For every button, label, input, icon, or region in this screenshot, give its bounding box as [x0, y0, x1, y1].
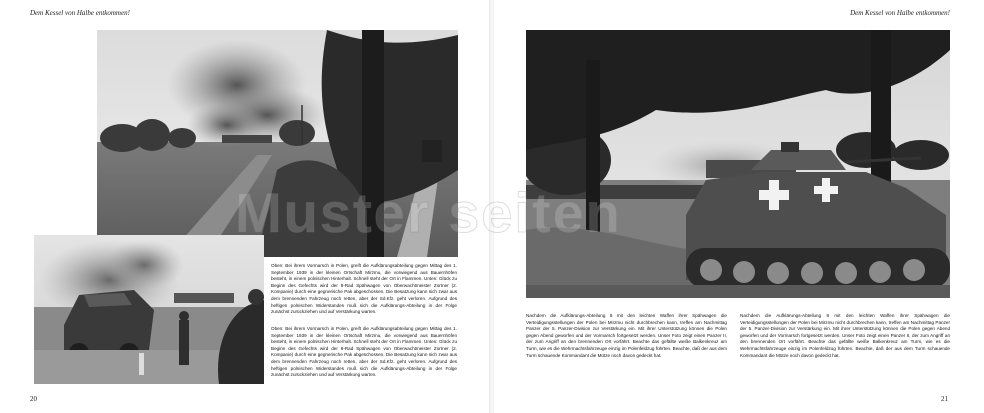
- right-page: [494, 0, 984, 413]
- running-head-right: Dem Kessel von Halbe entkommen!: [850, 9, 950, 17]
- left-page: [0, 0, 490, 413]
- photo-burning-village-image: [97, 30, 458, 257]
- caption-left-2: Oben: Bei ihrem Vormarsch in Polen, greift die Aufklärungsabteilung gegen Mittag des 1. September 1939 in der kleinen Ortschaft Mirzmu, die vorwiegend aus Bauernhöfen besteht, in einem polnischen Hinterhalt. Schnell steht der Ort in Flammen. Unten: Glück zu Beginn des Gefechts wird der 8-Rad Spähwagen von Oberwachtmeister Zortner (2. Kompanie) durch eine gegnerische Pak abgeschossen. Die Besatzung kann sich zwar aus dem brennenden Fahrzeug noch retten, aber der Sd.Kfz. geht verloren. Aufgrund des heftigen polnischen Widerstandes muß sich die Aufklärungs-Abteilung in der Folge zunächst zurückziehen und auf Verstärkung warten.: [271, 326, 457, 378]
- caption-left-1: Oben: Bei ihrem Vormarsch in Polen, greift die Aufklärungsabteilung gegen Mittag des 1. September 1939 in der kleinen Ortschaft Mirzmu, die vorwiegend aus Bauernhöfen besteht, in einem polnischen Hinterhalt. Schnell steht der Ort in Flammen. Unten: Glück zu Beginn des Gefechts wird der 8-Rad Spähwagen von Oberwachtmeister Zortner (2. Kompanie) durch eine gegnerische Pak abgeschossen. Die Besatzung kann sich zwar aus dem brennenden Fahrzeug noch retten, aber der Sd.Kfz. geht verloren. Aufgrund des heftigen polnischen Widerstandes muß sich die Aufklärungs-Abteilung in der Folge zunächst zurückziehen und auf Verstärkung warten.: [271, 263, 457, 315]
- page-number-right: 21: [941, 395, 948, 403]
- caption-right-2: Nachdem die Aufklärungs-Abteilung 8 mit den leichten Waffen ihrer Spähwagen die Verteidigungsstellungen der Polen bei Mirzmu nicht durchbrechen kann, treffen am Nachmittag Panzer der 5. Panzer-Division zur Verstärkung ein. Mit ihrer Unterstützung können die Polen gegen Abend geworfen und der Vormarsch fortgesetzt werden. Unser Foto zeigt einen Panzer II, der zum Angriff an den brennenden Ort vorfährt. Beachte das gefällte weiße Balkenkreuz am Turm, wie es die Wehrmachtsfahrzeuge einzig im Polenfeldzug führten. Beachte, daß der aus dem Turm schauende Kommandant die Mütze noch davon gedeckt hat.: [740, 313, 950, 358]
- photo-armored-car-image: [34, 235, 264, 384]
- caption-right-1: Nachdem die Aufklärungs-Abteilung 8 mit den leichten Waffen ihrer Spähwagen die Verteidigungsstellungen der Polen bei Mirzmu nicht durchbrechen kann, treffen am Nachmittag Panzer der 5. Panzer-Division zur Verstärkung ein. Mit ihrer Unterstützung können die Polen gegen Abend geworfen und der Vormarsch fortgesetzt werden. Unser Foto zeigt einen Panzer II, der zum Angriff an den brennenden Ort vorfährt. Beachte das gefällte weiße Balkenkreuz am Turm, wie es die Wehrmachtsfahrzeuge einzig im Polenfeldzug führten. Beachte, daß der aus dem Turm schauende Kommandant die Mütze noch davon gedeckt hat.: [526, 313, 727, 358]
- running-head-left: Dem Kessel von Halbe entkommen!: [30, 9, 130, 17]
- photo-panzer: [526, 30, 950, 298]
- page-number-left: 20: [30, 395, 37, 403]
- photo-armored-car: [34, 235, 264, 384]
- photo-panzer-image: [526, 30, 950, 298]
- photo-burning-village: [97, 30, 458, 257]
